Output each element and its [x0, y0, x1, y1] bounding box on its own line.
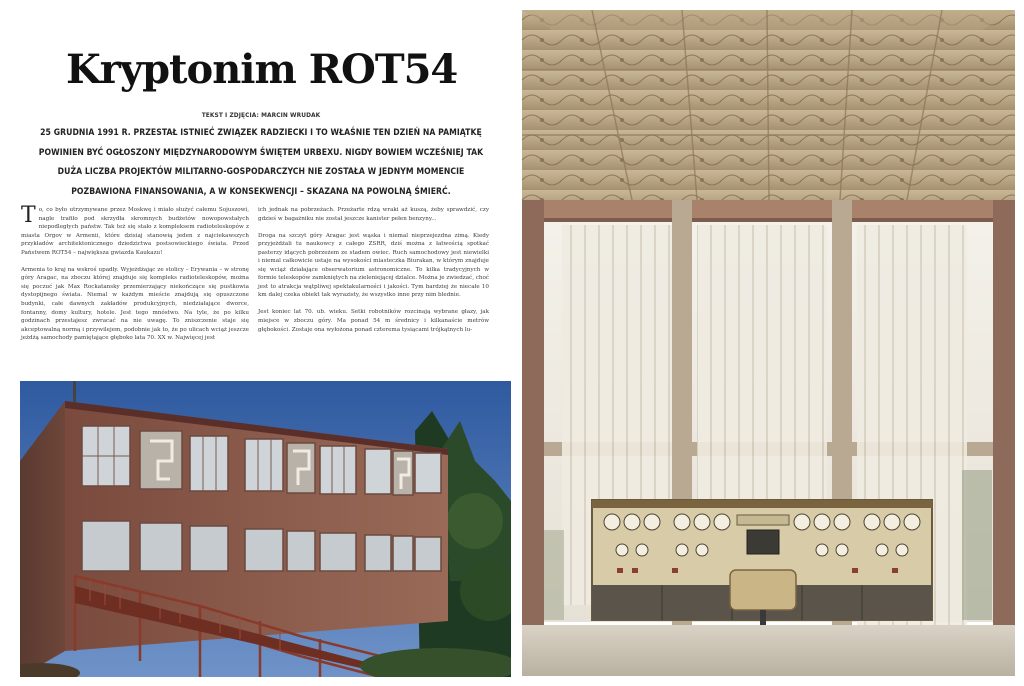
article-credit: TEKST I ZDJĘCIA: MARCIN WRUDAK — [201, 111, 321, 119]
paragraph: Jest koniec lat 70. ub. wieku. Setki robotników rozcinają wybrane głazy, jak miejsce w zboczu góry. Ma ponad 54 m średnicy i kilkanaście metrów głębokości. Zostaje ona wyłożona ponad czterema tysiącami trójkątnych lu- — [258, 309, 489, 333]
body-column-right — [258, 206, 489, 343]
paragraph: Armenia to kraj na wskroś upadły. Wyjeżdżając ze stolicy – Erywania – w stronę góry Aragac, na zboczu której znajduje się kompleks radioteleskopów, można się poczuć jak Max Rockatansky przemierzający niekończące się pustkowia dystopijnego świata. Niemal w każdym mieście znajdują się opuszczone budynki, całe dawnych zakładów produkcyjnych, niedziałające dworce, fontanny, domy kultury, hotele. Jest tego mnóstwo. Na tyle, że po kilku godzinach przestajesz zwracać na nie uwagę. To zniszczenie staje się akceptowalną normą i przywilejem, podobnie jak to, że po ulicach wciąż jeszcze jeżdżą samochody pamiętające głęboko lata 70. XX w. Najwięcej jest — [21, 266, 249, 342]
paragraph: Droga na szczyt góry Aragac jest wąska i niemal nieprzejezdna zimą. Kiedy przyjeżdżali tu naukowcy z całego ZSRR, dziś można z łatwością spotkać pasterzy idących pobrzeżem ze stadem owiec. Ruch samochodowy jest niewielki i niemal całkowicie ustaje na wysokości miasteczka Biurakan, w którym znajduje się wciąż działające obserwatorium astronomiczne. To kilka tradycyjnych w formie teleskopów zamkniętych na zieleniejącej dzialce. Można je zwiedzać, choć jest to atrakcja wątpliwej spektakularności i jakości. Tym bardziej że niecałe 10 km dalej czeka obiekt tak wyrazisty, że wszystko inne przy nim blednie. — [258, 232, 489, 299]
drop-cap: T — [21, 203, 36, 228]
paragraph: ich jednak na pobrzeżach. Przeżarte rdzą wraki aż kuszą, żeby sprawdzić, czy gdzieś w bagażniku nie został jeszcze kanister pełen benzyny... — [258, 207, 489, 222]
control-room-photo — [522, 10, 1015, 676]
soviet-building-photo — [20, 381, 511, 677]
body-column-left — [21, 203, 249, 351]
article-title: Kryptonim ROT54 — [66, 46, 458, 93]
paragraph: To, co było utrzymywane przez Moskwę i miało służyć całemu Sojuszowi, nagle trafiło pod skrzydła skromnych budżetów nowopowstałych niepodległych państw. Tak też się stało z kompleksem radioteleskopów z miasta Orgov w Armenii, które dzisiaj stanowią jeden z najciekawszych przykładów architektonicznego dziedzictwa postsowieckiego świata. Przed Państwem ROT54 – największa gwiazda Kaukazu! — [21, 203, 249, 256]
article-lead: 25 GRUDNIA 1991 R. PRZESTAŁ ISTNIEĆ ZWIĄZEK RADZIECKI I TO WŁAŚNIE TEN DZIEŃ NA PAMIĄTKĘ POWINIEN BYĆ OGŁOSZONY MIĘDZYNARODOWYM ŚWIĘTEM URBEXU. NIGDY BOWIEM WCZEŚNIEJ TAK DUŻA LICZBA PROJEKTÓW MILITARNO-GOSPODARCZYCH NIE ZOSTAŁA W JEDNYM MOMENCIE POZBAWIONA FINANSOWANIA, A W KONSEKWENCJI – SKAZANA NA POWOLNĄ ŚMIERĆ. — [38, 128, 484, 197]
